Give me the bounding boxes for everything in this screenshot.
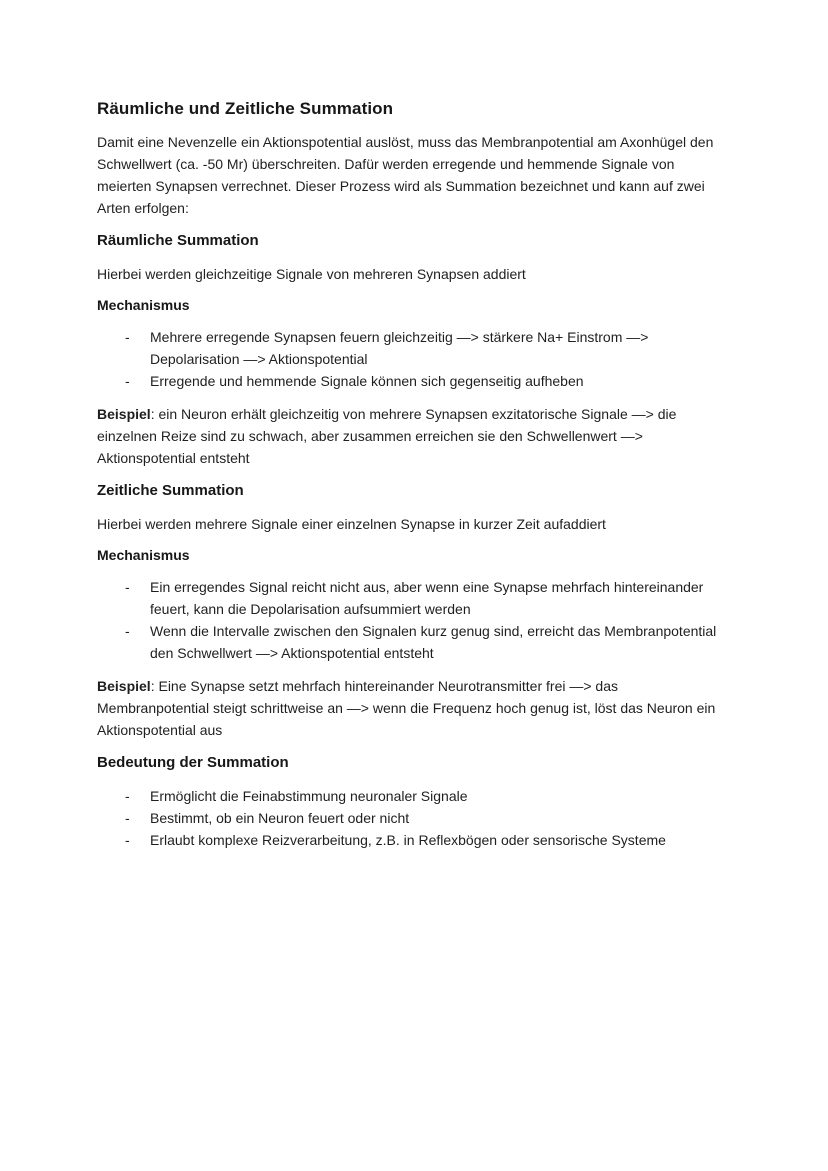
page-title: Räumliche und Zeitliche Summation <box>97 99 394 118</box>
beispiel-label: Beispiel <box>97 678 151 694</box>
list-item: - Bestimmt, ob ein Neuron feuert oder nicht <box>97 807 731 829</box>
intro-paragraph: Damit eine Nevenzelle ein Aktionspotential auslöst, muss das Membranpotential am Axonhügel den Schwellwert (ca. -50 Mr) überschreiten. Dafür werden erregende und hemmende Signale von meierten Synapsen verrechnet. Dieser Prozess wird als Summation bezeichnet und kann auf zwei Arten erfolgen: <box>97 134 714 216</box>
beispiel-text: : ein Neuron erhält gleichzeitig von mehrere Synapsen exzitatorische Signale —> die einzelnen Reize sind zu schwach, aber zusammen erreichen sie den Schwellenwert —> Aktionspotential entsteht <box>97 406 677 466</box>
list-item: - Mehrere erregende Synapsen feuern gleichzeitig —> stärkere Na+ Einstrom —> Depolarisation —> Aktionspotential <box>97 326 731 370</box>
raeumliche-mechanismus-heading: Mechanismus <box>97 297 190 313</box>
beispiel-text: : Eine Synapse setzt mehrfach hintereinander Neurotransmitter frei —> das Membranpotential steigt schrittweise an —> wenn die Frequenz hoch genug ist, löst das Neuron ein Aktionspotential aus <box>97 678 716 738</box>
zeitliche-beispiel-paragraph <box>97 675 731 741</box>
zeitliche-mechanismus-heading: Mechanismus <box>97 547 190 563</box>
list-item: - Ein erregendes Signal reicht nicht aus, aber wenn eine Synapse mehrfach hintereinander feuert, kann die Depolarisation aufsummiert werden <box>97 576 731 620</box>
bedeutung-list <box>97 785 731 851</box>
list-item: - Ermöglicht die Feinabstimmung neuronaler Signale <box>97 785 731 807</box>
raeumliche-beispiel-paragraph <box>97 403 731 469</box>
raeumliche-description: Hierbei werden gleichzeitige Signale von mehreren Synapsen addiert <box>97 266 526 282</box>
list-item: - Wenn die Intervalle zwischen den Signalen kurz genug sind, erreicht das Membranpotential den Schwellwert —> Aktionspotential entsteht <box>97 620 731 664</box>
raeumliche-mechanismus-list <box>97 326 731 392</box>
list-item: - Erlaubt komplexe Reizverarbeitung, z.B. in Reflexbögen oder sensorische Systeme <box>97 829 731 851</box>
zeitliche-mechanismus-list <box>97 576 731 664</box>
section-heading-bedeutung: Bedeutung der Summation <box>97 754 289 771</box>
section-heading-raeumliche-summation: Räumliche Summation <box>97 232 259 249</box>
zeitliche-description: Hierbei werden mehrere Signale einer einzelnen Synapse in kurzer Zeit aufaddiert <box>97 516 606 532</box>
beispiel-label: Beispiel <box>97 406 151 422</box>
section-heading-zeitliche-summation: Zeitliche Summation <box>97 482 244 499</box>
list-item: - Erregende und hemmende Signale können sich gegenseitig aufheben <box>97 370 731 392</box>
